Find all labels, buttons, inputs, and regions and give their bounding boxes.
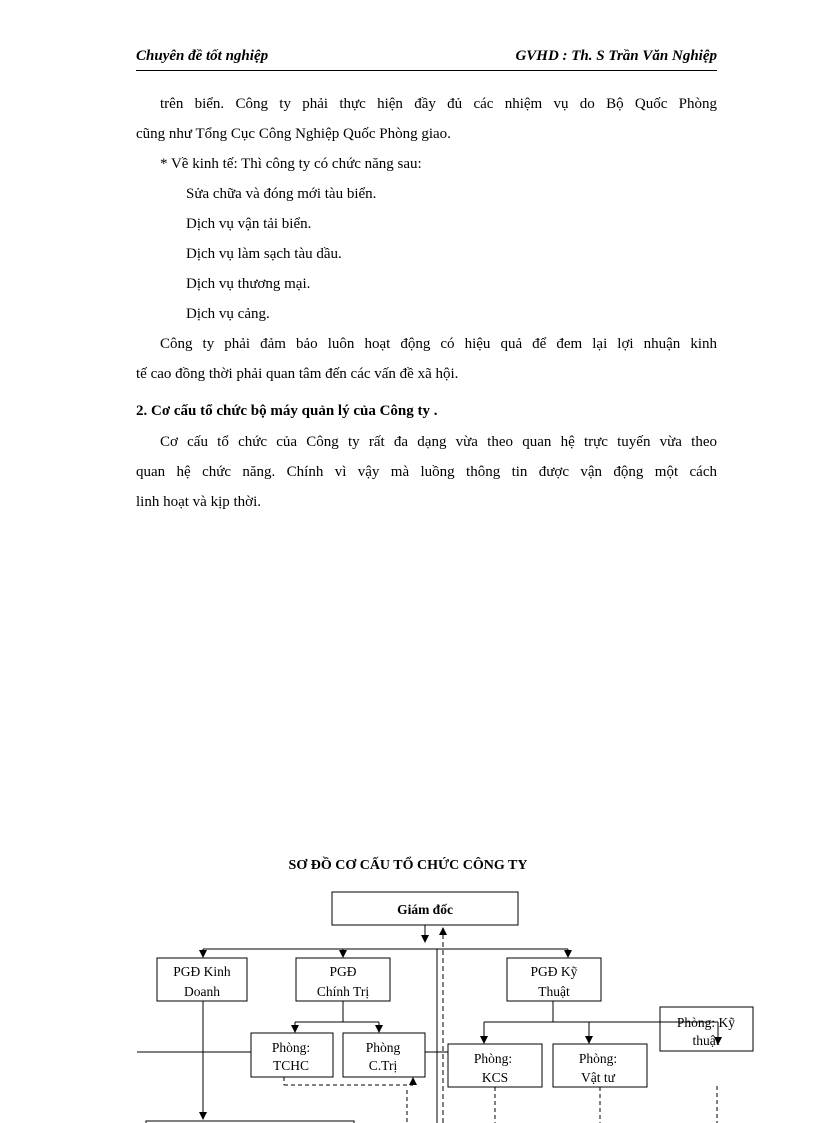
body-line: trên biển. Công ty phải thực hiện đầy đủ các nhiệm vụ do Bộ Quốc Phòng bbox=[160, 96, 717, 112]
body-line: tế cao đồng thời phải quan tâm đến các vấn đề xã hội. bbox=[136, 366, 459, 382]
pgd-kinh-doanh-label-1: PGĐ Kinh bbox=[173, 964, 231, 979]
phong-tchc-label-2: TCHC bbox=[272, 1058, 310, 1073]
list-item: Dịch vụ vận tải biển. bbox=[186, 216, 312, 232]
body-line: quan hệ chức năng. Chính vì vậy mà luồng thông tin được vận động một cách bbox=[136, 464, 717, 480]
pgd-chinh-tri-label-1: PGĐ bbox=[329, 964, 357, 979]
pgd-kinh-doanh-label-2: Doanh bbox=[184, 984, 220, 999]
header-left-title: Chuyên đề tốt nghiệp bbox=[136, 48, 269, 64]
pgd-chinh-tri-label-2: Chính Trị bbox=[316, 984, 370, 999]
phong-kcs-label-2: KCS bbox=[481, 1070, 509, 1085]
body-line: Cơ cấu tổ chức của Công ty rất đa dạng vừa theo quan hệ trực tuyến vừa theo bbox=[160, 434, 717, 450]
phong-ky-thuat-label-1: Phòng: Kỹ bbox=[676, 1015, 736, 1030]
list-item: Dịch vụ làm sạch tàu dầu. bbox=[186, 246, 342, 262]
list-item: Dịch vụ thương mại. bbox=[186, 276, 311, 292]
phong-vat-tu-label-2: Vật tư bbox=[581, 1070, 615, 1085]
body-line: * Về kinh tế: Thì công ty có chức năng sau: bbox=[160, 156, 422, 172]
list-item: Sửa chữa và đóng mới tàu biển. bbox=[186, 186, 377, 202]
list-item: Dịch vụ cảng. bbox=[186, 306, 270, 322]
phong-ctri-label-2: C.Trị bbox=[368, 1058, 398, 1073]
section-heading: 2. Cơ cấu tổ chức bộ máy quản lý của Công ty . bbox=[136, 403, 438, 419]
phong-tchc-label-1: Phòng: bbox=[271, 1040, 311, 1055]
phong-kcs-label-1: Phòng: bbox=[473, 1051, 513, 1066]
pgd-ky-thuat-label-2: Thuật bbox=[538, 984, 570, 999]
phong-ctri-label-1: Phòng bbox=[365, 1040, 401, 1055]
body-line: linh hoạt và kịp thời. bbox=[136, 494, 262, 510]
phong-ky-thuat-label-2: thuật bbox=[692, 1033, 720, 1048]
phong-vat-tu-label-1: Phòng: bbox=[578, 1051, 618, 1066]
header-right-supervisor: GVHD : Th. S Trần Văn Nghiệp bbox=[515, 48, 717, 64]
body-line: Công ty phải đảm bảo luôn hoạt động có hiệu quả để đem lại lợi nhuận kinh bbox=[160, 336, 717, 352]
diagram-title: SƠ ĐỒ CƠ CẤU TỔ CHỨC CÔNG TY bbox=[288, 858, 528, 873]
pgd-ky-thuat-label-1: PGĐ Kỹ bbox=[530, 964, 578, 979]
body-line: cũng như Tổng Cục Công Nghiệp Quốc Phòng giao. bbox=[136, 126, 451, 142]
giam-doc-label: Giám đốc bbox=[397, 902, 453, 917]
